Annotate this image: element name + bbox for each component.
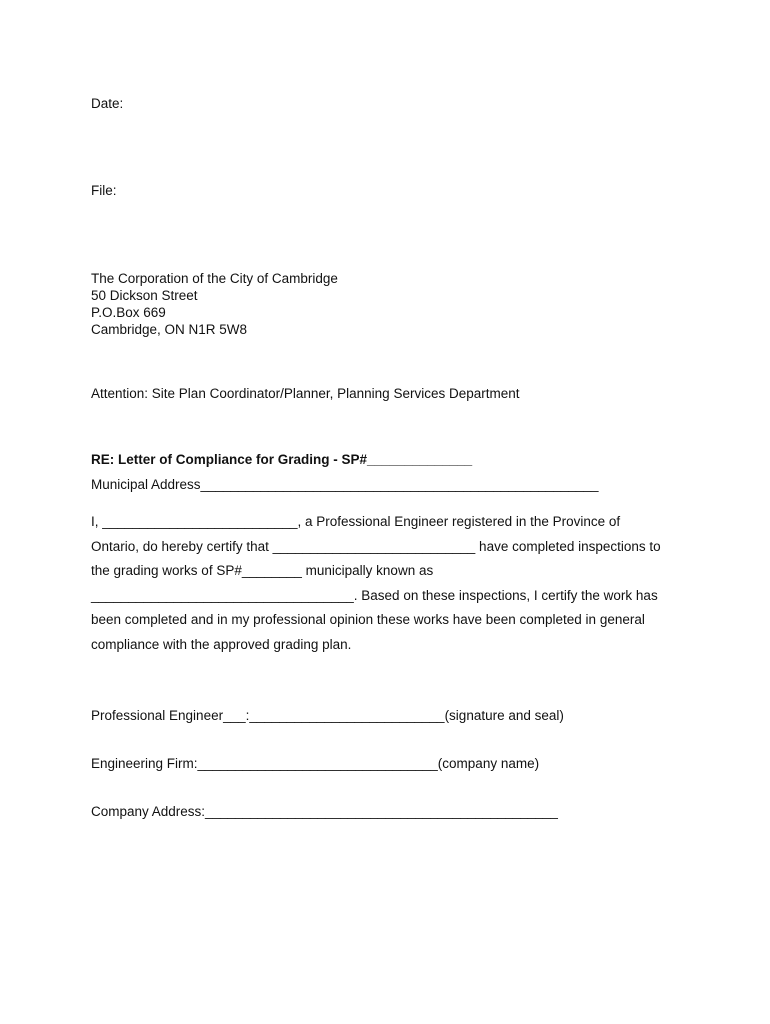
- subject-line: RE: Letter of Compliance for Grading - SP#______________: [91, 452, 473, 467]
- body-line-3: the grading works of SP#________ municipally known as: [91, 563, 434, 578]
- engineering-firm-line: Engineering Firm:________________________________(company name): [91, 756, 540, 771]
- body-line-1: I, __________________________, a Professional Engineer registered in the Province of: [91, 514, 621, 529]
- body-line-4: ___________________________________. Based on these inspections, I certify the work has: [91, 588, 658, 603]
- body-line-5: been completed and in my professional opinion these works have been completed in general: [91, 612, 645, 627]
- recipient-line-2: 50 Dickson Street: [91, 288, 198, 303]
- attention-line: Attention: Site Plan Coordinator/Planner, Planning Services Department: [91, 386, 520, 401]
- engineer-signature-line: Professional Engineer___:__________________________(signature and seal): [91, 708, 564, 723]
- recipient-line-3: P.O.Box 669: [91, 305, 166, 320]
- company-address-line: Company Address:_______________________________________________: [91, 804, 558, 819]
- file-label: File:: [91, 183, 117, 198]
- body-line-2: Ontario, do hereby certify that ___________________________ have completed inspections to: [91, 539, 661, 554]
- date-label: Date:: [91, 96, 124, 111]
- body-line-6: compliance with the approved grading plan.: [91, 637, 352, 652]
- municipal-address-line: Municipal Address_____________________________________________________: [91, 477, 599, 492]
- recipient-line-4: Cambridge, ON N1R 5W8: [91, 322, 248, 337]
- recipient-line-1: The Corporation of the City of Cambridge: [91, 271, 338, 286]
